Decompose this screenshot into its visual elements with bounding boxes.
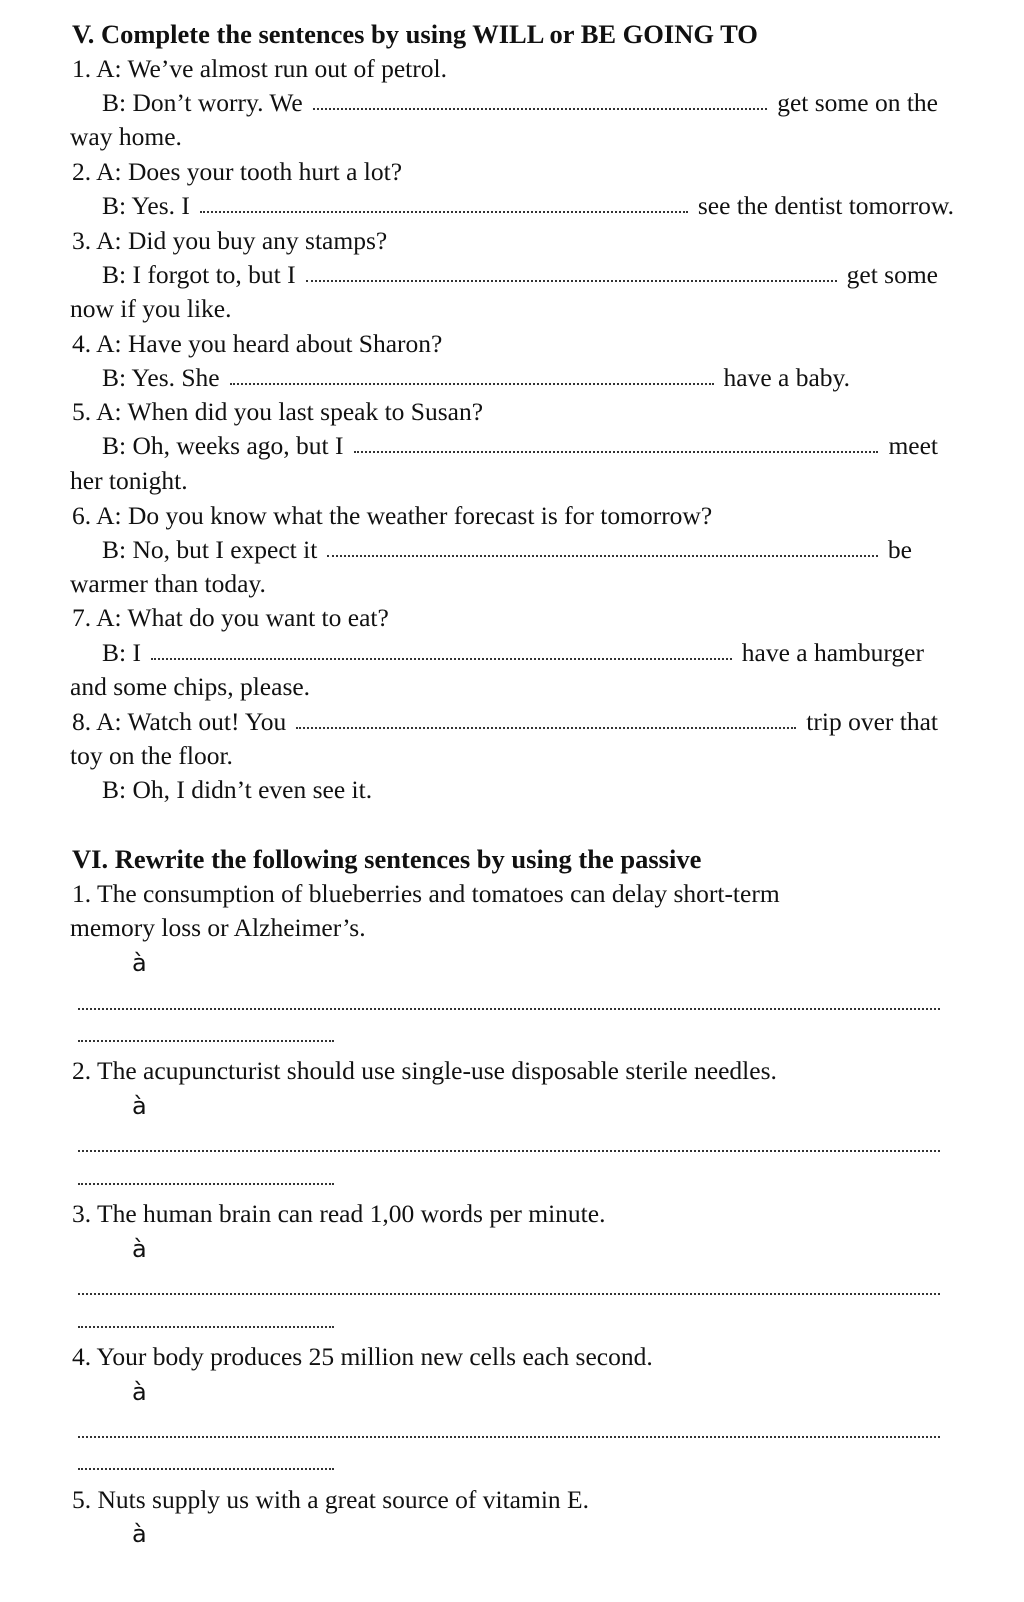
- item-2-b-before: B: Yes. I: [102, 191, 190, 220]
- item-5-b-after: meet: [888, 431, 938, 460]
- item-8-a-before: 8. A: Watch out! You: [72, 707, 287, 736]
- item-1-blank[interactable]: [313, 86, 767, 110]
- item-8-line-a: [0, 705, 1024, 739]
- passive-5-arrow-icon: à: [132, 1520, 147, 1548]
- section-v-heading: V. Complete the sentences by using WILL or BE GOING TO: [72, 19, 758, 49]
- passive-2-answer-line-2[interactable]: [78, 1183, 334, 1185]
- item-7-line-b: [0, 636, 1024, 670]
- item-1-b-after: get some on the: [777, 88, 938, 117]
- item-2-blank[interactable]: [200, 189, 688, 213]
- item-8-continuation: toy on the floor.: [70, 741, 233, 770]
- item-1-line-b: [0, 86, 1024, 120]
- item-5-continuation: her tonight.: [70, 466, 188, 495]
- item-3-line-a: 3. A: Did you buy any stamps?: [72, 226, 388, 255]
- item-7-continuation: and some chips, please.: [70, 672, 311, 701]
- item-4-line-a: 4. A: Have you heard about Sharon?: [72, 329, 443, 358]
- item-3-continuation: now if you like.: [70, 294, 232, 323]
- passive-2-arrow-icon: à: [132, 1092, 147, 1120]
- item-6-b-after: be: [887, 535, 912, 564]
- passive-2-line-1: 2. The acupuncturist should use single-use disposable sterile needles.: [72, 1056, 777, 1085]
- item-6-line-b: [0, 533, 1024, 567]
- passive-4-arrow-icon: à: [132, 1378, 147, 1406]
- item-6-line-a: 6. A: Do you know what the weather forecast is for tomorrow?: [72, 501, 713, 530]
- item-6-b-before: B: No, but I expect it: [102, 535, 318, 564]
- item-3-line-b: [0, 258, 1024, 292]
- item-5-blank[interactable]: [354, 429, 879, 453]
- item-3-blank[interactable]: [306, 258, 837, 282]
- item-3-b-after: get some: [846, 260, 938, 289]
- item-2-line-a: 2. A: Does your tooth hurt a lot?: [72, 157, 403, 186]
- item-7-line-a: 7. A: What do you want to eat?: [72, 603, 389, 632]
- item-4-line-b: [0, 361, 1024, 395]
- item-1-continuation: way home.: [70, 122, 182, 151]
- item-5-line-b: [0, 429, 1024, 463]
- passive-1-line-1: 1. The consumption of blueberries and tomatoes can delay short-term: [72, 879, 780, 908]
- passive-4-answer-line-2[interactable]: [78, 1468, 334, 1470]
- passive-3-line-1: 3. The human brain can read 1,00 words per minute.: [72, 1199, 606, 1228]
- item-1-b-before: B: Don’t worry. We: [102, 88, 303, 117]
- item-2-b-after: see the dentist tomorrow.: [697, 191, 954, 220]
- item-7-blank[interactable]: [151, 636, 732, 660]
- item-8-line-b: B: Oh, I didn’t even see it.: [102, 775, 373, 804]
- passive-3-arrow-icon: à: [132, 1235, 147, 1263]
- item-1-line-a: 1. A: We’ve almost run out of petrol.: [72, 54, 447, 83]
- passive-1-answer-line-2[interactable]: [78, 1040, 334, 1042]
- item-4-b-before: B: Yes. She: [102, 363, 220, 392]
- passive-4-line-1: 4. Your body produces 25 million new cells each second.: [72, 1342, 653, 1371]
- passive-3-answer-line-2[interactable]: [78, 1326, 334, 1328]
- item-8-blank[interactable]: [296, 705, 796, 729]
- passive-4-answer-line[interactable]: [78, 1436, 940, 1438]
- passive-1-answer-line[interactable]: [78, 1008, 940, 1010]
- item-2-line-b: [0, 189, 1024, 223]
- item-7-b-after: have a hamburger: [741, 638, 924, 667]
- section-vi-heading: VI. Rewrite the following sentences by using the passive: [72, 844, 702, 874]
- passive-2-answer-line[interactable]: [78, 1150, 940, 1152]
- passive-1-arrow-icon: à: [132, 949, 147, 977]
- item-7-b-before: B: I: [102, 638, 141, 667]
- item-4-blank[interactable]: [230, 361, 714, 385]
- item-4-b-after: have a baby.: [723, 363, 850, 392]
- item-6-continuation: warmer than today.: [70, 569, 266, 598]
- passive-1-line-2: memory loss or Alzheimer’s.: [70, 913, 366, 942]
- item-5-line-a: 5. A: When did you last speak to Susan?: [72, 397, 484, 426]
- passive-3-answer-line[interactable]: [78, 1293, 940, 1295]
- item-5-b-before: B: Oh, weeks ago, but I: [102, 431, 344, 460]
- item-8-a-after: trip over that: [806, 707, 938, 736]
- item-6-blank[interactable]: [327, 533, 878, 557]
- item-3-b-before: B: I forgot to, but I: [102, 260, 296, 289]
- passive-5-line-1: 5. Nuts supply us with a great source of vitamin E.: [72, 1485, 589, 1514]
